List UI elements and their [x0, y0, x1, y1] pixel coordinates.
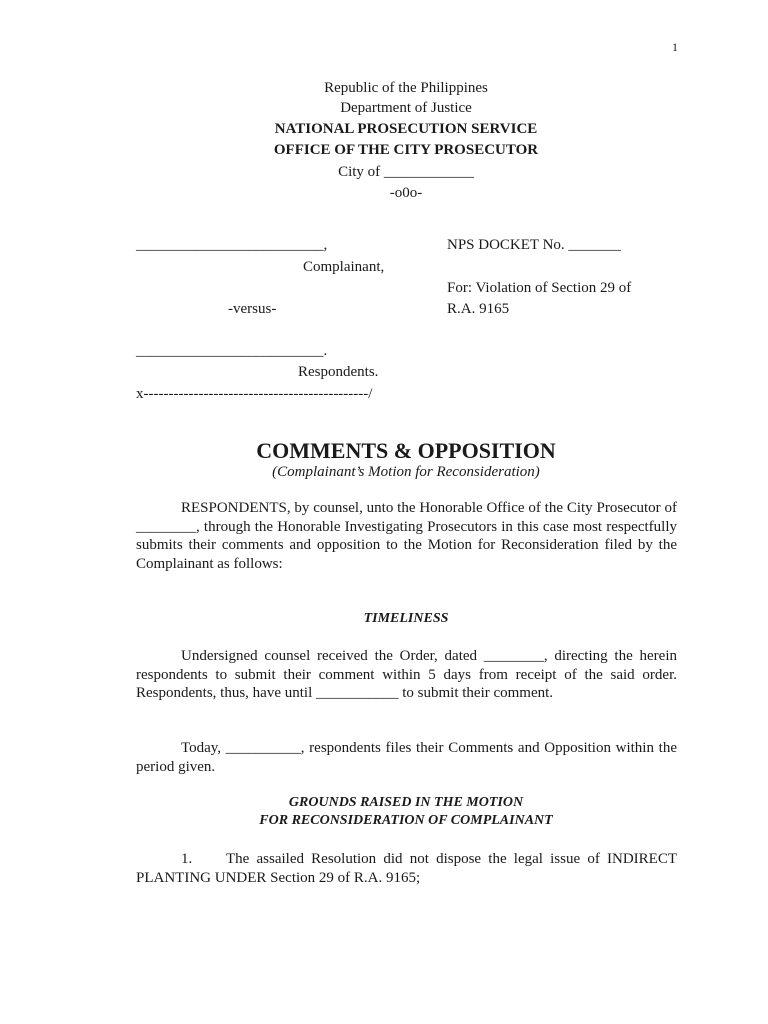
document-subtitle: (Complainant’s Motion for Reconsideration) [272, 464, 540, 480]
timeliness-heading: TIMELINESS [363, 611, 449, 626]
item-number: 1. [181, 851, 193, 867]
header-separator: -o0o- [389, 185, 423, 201]
item-text: The assailed Resolution did not dispose the legal issue of INDIRECT PLANTING UNDER Section 29 of R.A. 9165; [136, 851, 677, 886]
timeliness-paragraph-1: Undersigned counsel received the Order, dated ________, directing the herein respondents to submit their comment within 5 days from receipt of the said order. Respondents, thus, have until ___________ to submit their comment. [136, 648, 677, 701]
respondents-label: Respondents. [298, 364, 379, 380]
numbered-item-1 [136, 850, 677, 887]
timeliness-paragraph-2: Today, __________, respondents files their Comments and Opposition within the period given. [136, 740, 677, 775]
intro-paragraph: RESPONDENTS, by counsel, unto the Honorable Office of the City Prosecutor of ________, through the Honorable Investigating Prosecutors in this case most respectfully submits their comments and opposition to the Motion for Reconsideration filed by the Complainant as follows: [136, 500, 677, 572]
header-department: Department of Justice [340, 100, 472, 116]
page-number: 1 [672, 40, 678, 54]
grounds-heading-line-1: GROUNDS RAISED IN THE MOTION [288, 795, 524, 810]
versus-label: -versus- [228, 301, 277, 317]
caption-closing-line: x---------------------------------------------/ [136, 386, 373, 402]
grounds-heading-line-2: FOR RECONSIDERATION OF COMPLAINANT [259, 813, 553, 828]
document-title: COMMENTS & OPPOSITION [256, 438, 556, 463]
docket-number: NPS DOCKET No. _______ [447, 237, 621, 253]
header-nps: NATIONAL PROSECUTION SERVICE [274, 121, 538, 137]
header-office: OFFICE OF THE CITY PROSECUTOR [273, 142, 539, 158]
violation-line-1: For: Violation of Section 29 of [447, 280, 632, 296]
header-city: City of ____________ [338, 164, 474, 180]
header-republic: Republic of the Philippines [324, 80, 488, 96]
complainant-blank: _________________________, [136, 237, 328, 253]
complainant-label: Complainant, [303, 259, 385, 275]
respondent-blank: _________________________. [136, 343, 328, 359]
violation-line-2: R.A. 9165 [447, 301, 510, 317]
